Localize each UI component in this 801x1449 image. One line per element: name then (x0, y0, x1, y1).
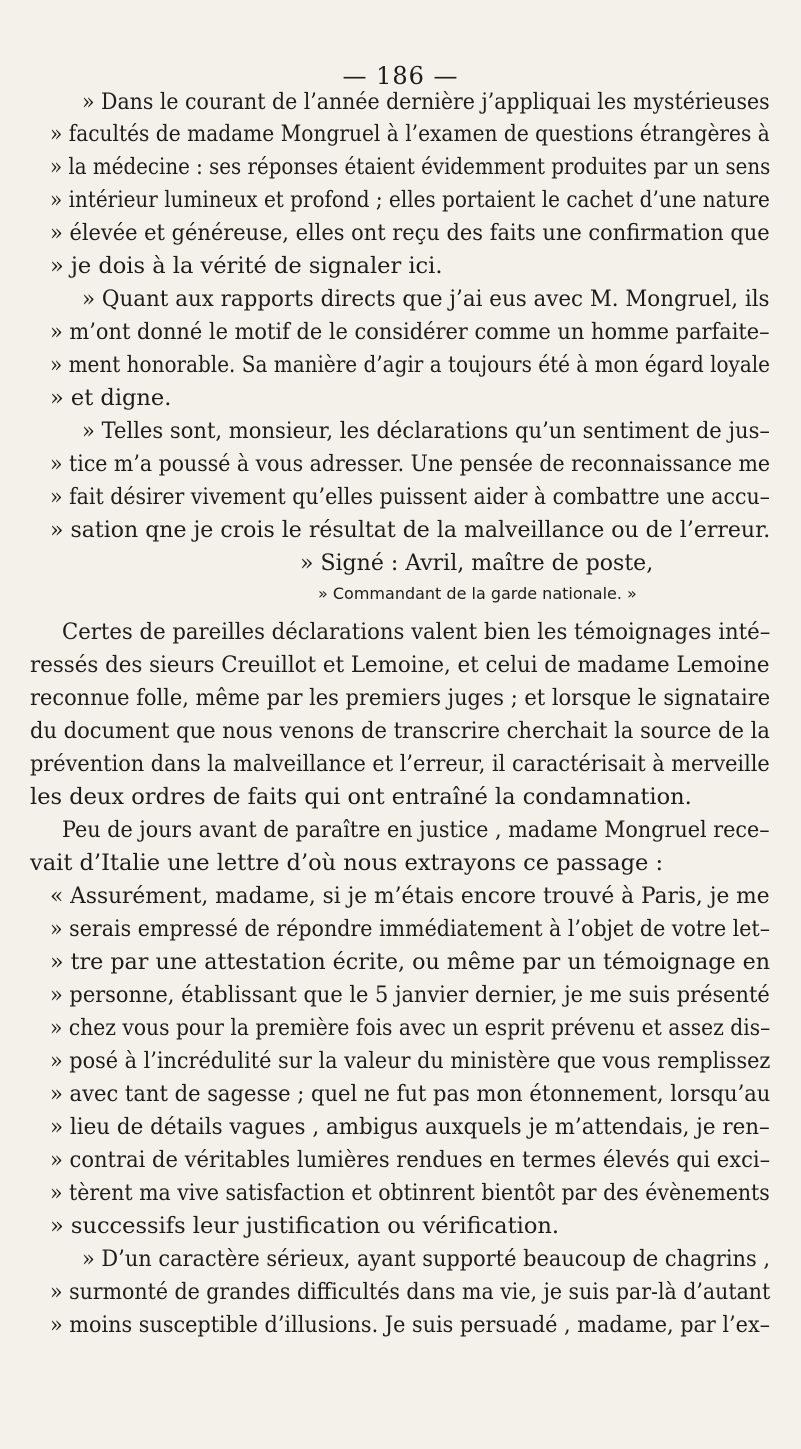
text-line: » serais empressé de répondre immédiatement à l’objet de votre let– (50, 916, 771, 942)
text-line: » élevée et généreuse, elles ont reçu des faits une confirmation que (50, 220, 770, 246)
text-line: » chez vous pour la première fois avec un esprit prévenu et assez dis– (50, 1015, 771, 1041)
text-line: » D’un caractère sérieux, ayant supporté beaucoup de chagrins , (82, 1246, 771, 1272)
text-line: » surmonté de grandes difficultés dans ma vie, je suis par-là d’autant (50, 1279, 771, 1305)
text-line: » intérieur lumineux et profond ; elles portaient le cachet d’une nature (50, 187, 770, 213)
text-line: » moins susceptible d’illusions. Je suis persuadé , madame, par l’ex– (50, 1312, 771, 1338)
text-line: » Telles sont, monsieur, les déclarations qu’un sentiment de jus– (82, 418, 770, 444)
text-line: vait d’Italie une lettre d’où nous extrayons ce passage : (30, 850, 664, 876)
text-line: » Dans le courant de l’année dernière j’appliquai les mystérieuses (82, 89, 770, 115)
text-line: » avec tant de sagesse ; quel ne fut pas mon étonnement, lorsqu’au (50, 1081, 771, 1107)
text-line: Certes de pareilles déclarations valent bien les témoignages inté– (62, 619, 771, 645)
text-line: » posé à l’incrédulité sur la valeur du ministère que vous remplissez (50, 1048, 771, 1074)
text-line: » tèrent ma vive satisfaction et obtinrent bientôt par des évènements (50, 1180, 770, 1206)
text-line: « Assurément, madame, si je m’étais encore trouvé à Paris, je me (50, 883, 770, 909)
page-number: — 186 — (342, 62, 459, 90)
text-line: » facultés de madame Mongruel à l’examen de questions étrangères à (50, 121, 770, 147)
text-line: » je dois à la vérité de signaler ici. (50, 253, 443, 279)
text-line: du document que nous venons de transcrire cherchait la source de la (30, 718, 770, 744)
text-line: » successifs leur justification ou vérification. (50, 1213, 560, 1239)
text-line: Peu de jours avant de paraître en justice , madame Mongruel rece– (62, 817, 770, 843)
text-line: » la médecine : ses réponses étaient évidemment produites par un sens (50, 154, 771, 180)
text-line: » ment honorable. Sa manière d’agir a toujours été à mon égard loyale (50, 352, 771, 378)
text-line: » sation qne je crois le résultat de la malveillance ou de l’erreur. (50, 517, 771, 543)
text-line: » personne, établissant que le 5 janvier dernier, je me suis présenté (50, 982, 770, 1008)
text-line: » fait désirer vivement qu’elles puissent aider à combattre une accu– (50, 484, 770, 510)
text-line: » contrai de véritables lumières rendues en termes élevés qui exci– (50, 1147, 771, 1173)
text-line: les deux ordres de faits qui ont entraîné la condamnation. (30, 784, 692, 810)
text-line: » et digne. (50, 385, 172, 411)
text-line: » tre par une attestation écrite, ou même par un témoignage en (50, 949, 771, 975)
text-line: » Quant aux rapports directs que j’ai eus avec M. Mongruel, ils (82, 286, 770, 312)
text-line: » m’ont donné le motif de le considérer comme un homme parfaite– (50, 319, 770, 345)
signature-title: » Commandant de la garde nationale. » (318, 584, 637, 603)
text-line: » tice m’a poussé à vous adresser. Une pensée de reconnaissance me (50, 451, 771, 477)
text-line: prévention dans la malveillance et l’erreur, il caractérisait à merveille (30, 751, 770, 777)
signature-line: » Signé : Avril, maître de poste, (300, 551, 654, 576)
text-line: ressés des sieurs Creuillot et Lemoine, et celui de madame Lemoine (30, 652, 770, 678)
text-line: » lieu de détails vagues , ambigus auxquels je m’attendais, je ren– (50, 1114, 770, 1140)
text-line: reconnue folle, même par les premiers juges ; et lorsque le signataire (30, 685, 771, 711)
